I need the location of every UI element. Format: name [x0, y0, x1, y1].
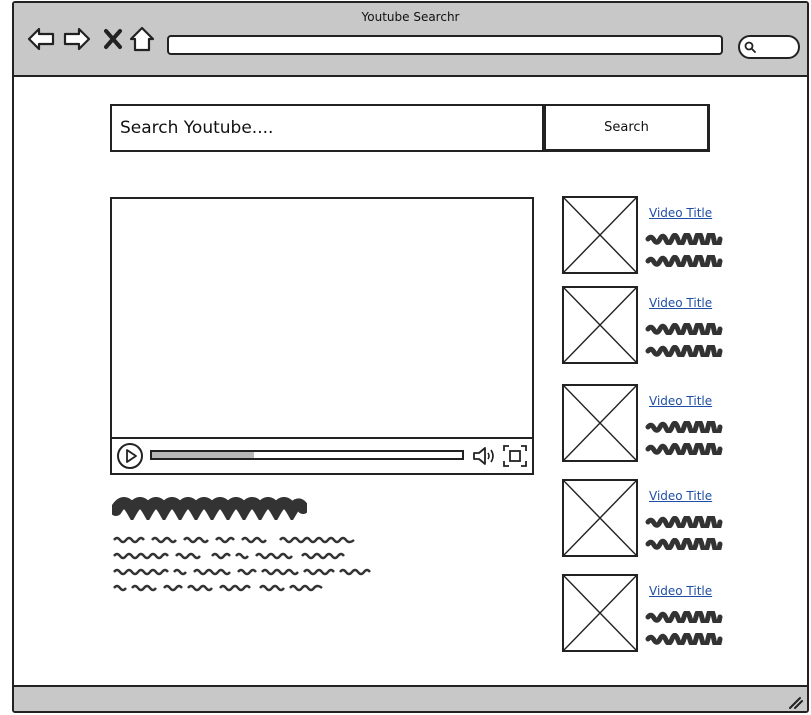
search-icon — [744, 41, 756, 53]
play-icon[interactable] — [116, 442, 144, 470]
video-thumbnail[interactable] — [562, 286, 638, 364]
description-scribble — [112, 546, 348, 556]
video-title-link[interactable]: Video Title — [649, 394, 713, 408]
search-button[interactable]: Search — [544, 104, 710, 152]
browser-window — [12, 1, 809, 713]
video-thumbnail[interactable] — [562, 574, 638, 652]
description-scribble — [112, 578, 326, 588]
list-item[interactable] — [562, 196, 742, 274]
list-item[interactable] — [562, 479, 742, 557]
progress-fill — [152, 452, 254, 458]
video-thumbnail[interactable] — [562, 479, 638, 557]
list-item[interactable] — [562, 286, 742, 364]
home-icon[interactable] — [128, 25, 156, 53]
video-meta-scribble — [645, 252, 723, 264]
video-meta-scribble — [645, 342, 723, 354]
video-meta-scribble — [645, 630, 723, 642]
video-meta-scribble — [645, 513, 723, 525]
player-controls — [112, 437, 532, 473]
video-player[interactable] — [110, 197, 534, 475]
video-title-scribble — [112, 492, 307, 520]
video-thumbnail[interactable] — [562, 196, 638, 274]
video-thumbnail[interactable] — [562, 384, 638, 462]
volume-icon[interactable] — [472, 445, 498, 467]
fullscreen-icon[interactable] — [502, 444, 528, 468]
video-meta-scribble — [645, 320, 723, 332]
video-meta-scribble — [645, 608, 723, 620]
list-item[interactable] — [562, 574, 742, 652]
close-icon[interactable] — [102, 25, 124, 53]
video-meta-scribble — [645, 418, 723, 430]
list-item[interactable] — [562, 384, 742, 462]
video-meta-scribble — [645, 535, 723, 547]
arrow-left-icon[interactable] — [26, 25, 56, 53]
description-scribble — [112, 562, 374, 572]
video-title-link[interactable]: Video Title — [649, 296, 713, 310]
address-bar[interactable] — [167, 35, 723, 55]
description-scribble — [112, 530, 358, 540]
progress-bar[interactable] — [150, 450, 464, 460]
browser-search-field[interactable] — [738, 35, 800, 59]
browser-titlebar — [14, 3, 807, 77]
arrow-right-icon[interactable] — [62, 25, 92, 53]
status-bar — [14, 685, 807, 711]
video-title-link[interactable]: Video Title — [649, 489, 713, 503]
resize-grip-icon[interactable] — [787, 694, 803, 708]
video-title-link[interactable]: Video Title — [649, 584, 713, 598]
search-input[interactable] — [110, 104, 544, 152]
video-meta-scribble — [645, 230, 723, 242]
window-title: Youtube Searchr — [361, 10, 460, 24]
video-meta-scribble — [645, 440, 723, 452]
video-title-link[interactable]: Video Title — [649, 206, 713, 220]
